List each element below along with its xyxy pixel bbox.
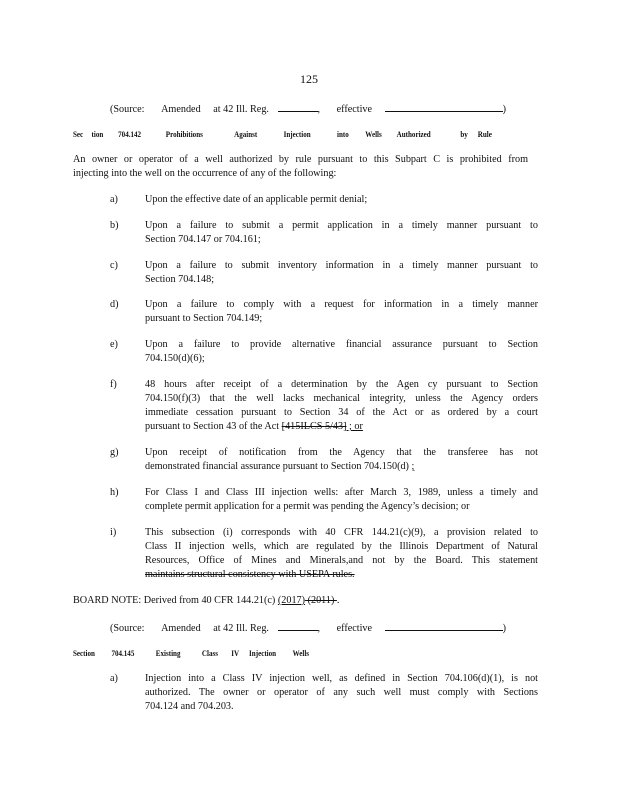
- source-amended: Amended: [161, 104, 201, 115]
- effective-blank: [385, 101, 503, 112]
- heading-word: Wells: [292, 648, 310, 658]
- board-note: [73, 594, 339, 608]
- source-note-2: [110, 620, 506, 636]
- item-line: Injection into a Class IV injection well, as defined in Section 704.106(d)(1), is not: [145, 673, 538, 684]
- intro-line-2: injecting into the well on the occurrence of any of the following:: [73, 168, 337, 179]
- board-note-added: (2017): [277, 595, 306, 606]
- item-label: i): [110, 527, 117, 538]
- item-line-text: pursuant to Section 43 of the Act: [145, 421, 282, 432]
- item-label: g): [110, 447, 119, 458]
- heading-word: Rule: [477, 129, 492, 139]
- item-label: c): [110, 260, 118, 271]
- heading-tion: tion: [91, 129, 104, 139]
- item-label: a): [110, 194, 118, 205]
- heading-sec: Section: [73, 648, 95, 658]
- item-line: 704.150(d)(6);: [145, 353, 205, 364]
- intro-paragraph: [73, 153, 528, 181]
- item-line: immediate cessation pursuant to Section 34 of the Act or as ordered by a court: [145, 407, 538, 418]
- board-note-end: .: [336, 595, 340, 606]
- item-text: [145, 526, 538, 582]
- item-line: Upon the effective date of an applicable permit denial;: [145, 194, 368, 205]
- heading-sec: Sec: [73, 129, 84, 139]
- intro-line-1: An owner or operator of a well authorized by rule pursuant to this Subpart C is prohibited from: [73, 154, 528, 165]
- page-number: 125: [300, 72, 318, 86]
- effective-blank: [385, 620, 503, 631]
- item-line: Class II injection wells, which are regulated by the Illinois Department of Natural: [145, 541, 538, 552]
- heading-number: 704.145: [111, 648, 135, 658]
- heading-word: into: [337, 129, 349, 139]
- register-blank: [278, 101, 318, 112]
- register-blank: [278, 620, 318, 631]
- source-label: (Source:: [110, 623, 145, 634]
- item-line: Upon a failure to provide alternative financial assurance pursuant to Section: [145, 339, 538, 350]
- item-line: For Class I and Class III injection wells: after March 3, 1989, unless a timely and: [145, 487, 538, 498]
- item-label: f): [110, 379, 117, 390]
- source-comma: ,: [317, 623, 321, 634]
- item-line: Upon receipt of notification from the Agency that the transferee has not: [145, 447, 538, 458]
- item-line: 48 hours after receipt of a determination by the Agen cy pursuant to Section: [145, 379, 538, 390]
- heading-number: 704.142: [118, 129, 142, 139]
- section-heading-704-142: [73, 129, 492, 139]
- item-text: [145, 378, 538, 434]
- heading-word: Injection: [283, 129, 311, 139]
- source-comma: ,: [317, 104, 321, 115]
- board-note-text: BOARD NOTE: Derived from 40 CFR 144.21(c): [73, 595, 278, 606]
- item-line: Upon a failure to comply with a request for information in a timely manner: [145, 299, 538, 310]
- board-note-deleted: (2011): [305, 595, 337, 606]
- item-line: pursuant to Section 704.149;: [145, 313, 263, 324]
- item-text: [145, 219, 538, 247]
- heading-word: Injection: [249, 648, 277, 658]
- item-label: a): [110, 673, 118, 684]
- item-line: Section 704.148;: [145, 274, 215, 285]
- source-amended: Amended: [161, 623, 201, 634]
- item-label: e): [110, 339, 118, 350]
- item-line: 704.124 and 704.203.: [145, 701, 234, 712]
- source-effective: effective: [336, 104, 373, 115]
- item-text: [145, 193, 538, 207]
- added-text: ;: [411, 461, 415, 472]
- heading-word: Against: [234, 129, 258, 139]
- item-label: h): [110, 487, 119, 498]
- item-label: d): [110, 299, 119, 310]
- item-label: b): [110, 220, 119, 231]
- heading-word: IV: [231, 648, 240, 658]
- deleted-text: [415ILCS 5/43]: [281, 421, 347, 432]
- item-text: [145, 672, 538, 714]
- item-text: [145, 338, 538, 366]
- deleted-line: maintains structural consistency with USEPA rules.: [145, 569, 355, 580]
- item-line: complete permit application for a permit was pending the Agency’s decision; or: [145, 501, 470, 512]
- item-line: Section 704.147 or 704.161;: [145, 234, 261, 245]
- item-line: [145, 420, 538, 434]
- item-text: [145, 446, 538, 474]
- source-note-1: [110, 101, 506, 117]
- item-line: This subsection (i) corresponds with 40 CFR 144.21(c)(9), a provision related to: [145, 527, 538, 538]
- item-line-text: demonstrated financial assurance pursuant to Section 704.150(d): [145, 461, 412, 472]
- added-text: ; or: [346, 421, 363, 432]
- item-text: [145, 298, 538, 326]
- item-line: [145, 460, 538, 474]
- heading-word: Existing: [155, 648, 181, 658]
- heading-word: by: [460, 129, 468, 139]
- source-register: at 42 Ill. Reg.: [213, 623, 269, 634]
- source-close: ): [502, 623, 507, 634]
- heading-word: Class: [201, 648, 218, 658]
- source-label: (Source:: [110, 104, 145, 115]
- source-register: at 42 Ill. Reg.: [213, 104, 269, 115]
- item-line: Resources, Office of Mines and Minerals,and not by the Board. This statement: [145, 555, 538, 566]
- heading-word: Wells: [365, 129, 382, 139]
- item-text: [145, 486, 538, 514]
- source-effective: effective: [336, 623, 373, 634]
- section-heading-704-145: [73, 648, 309, 658]
- source-close: ): [502, 104, 507, 115]
- item-text: [145, 259, 538, 287]
- item-line: Upon a failure to submit a permit application in a timely manner pursuant to: [145, 220, 538, 231]
- item-line: 704.150(f)(3) that the well lacks mechanical integrity, unless the Agency orders: [145, 393, 538, 404]
- heading-word: Prohibitions: [165, 129, 203, 139]
- heading-word: Authorized: [396, 129, 431, 139]
- item-line: Upon a failure to submit inventory information in a timely manner pursuant to: [145, 260, 538, 271]
- item-line: authorized. The owner or operator of any such well must comply with Sections: [145, 687, 538, 698]
